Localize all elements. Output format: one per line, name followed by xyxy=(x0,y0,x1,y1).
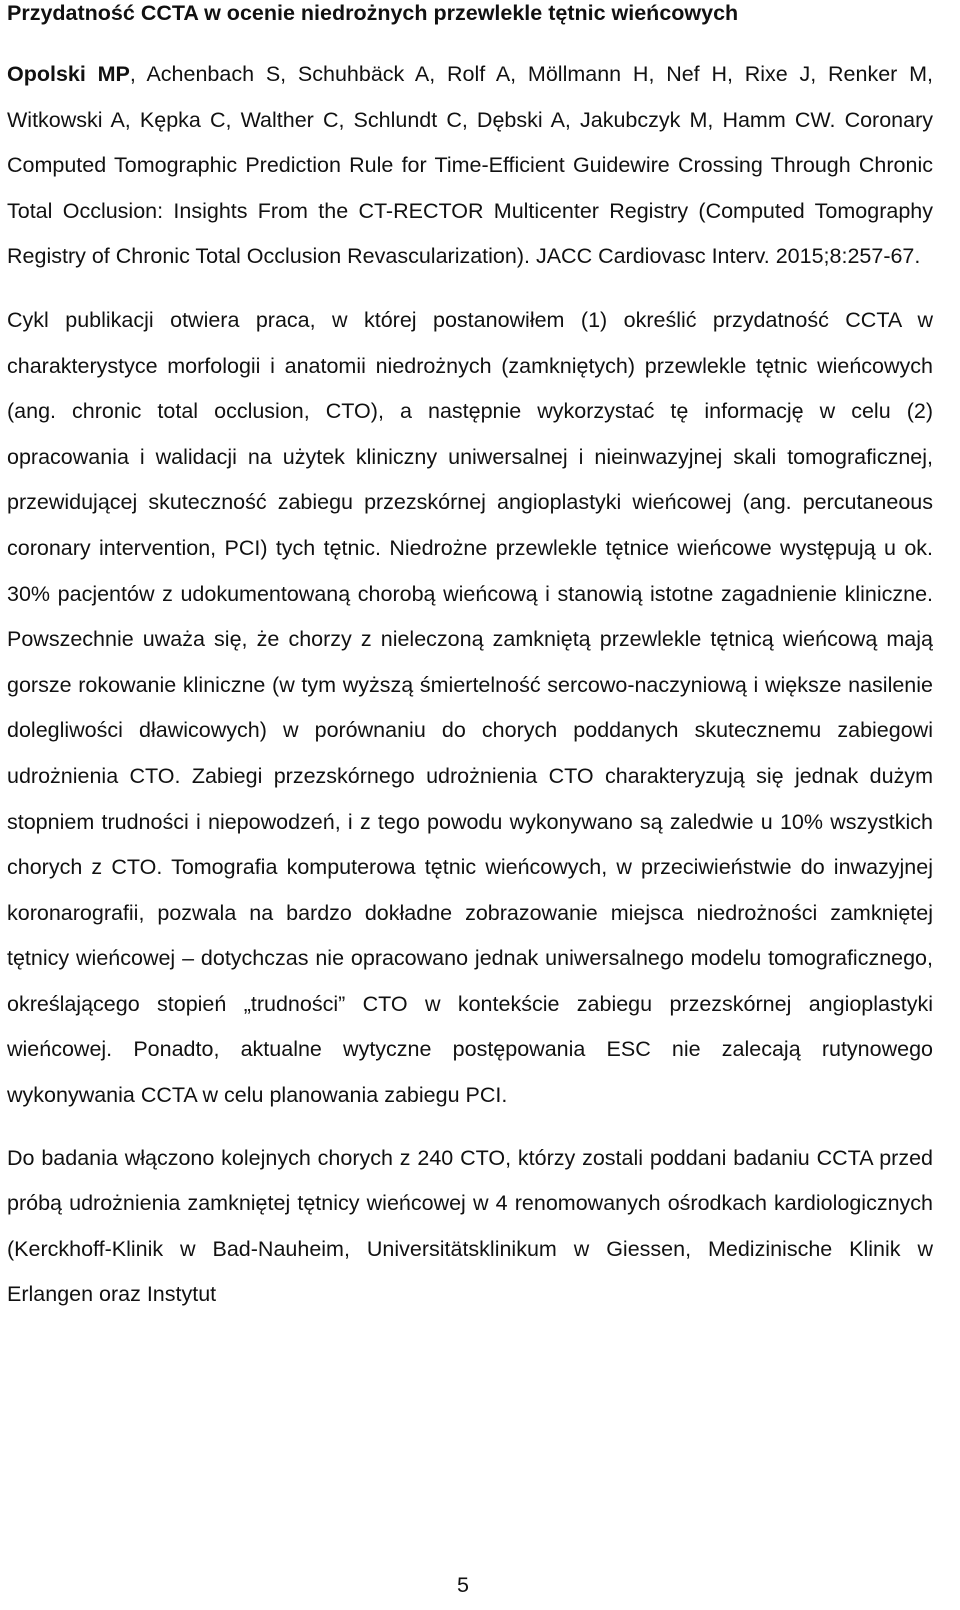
body-paragraph: Cykl publikacji otwiera praca, w której postanowiłem (1) określić przydatność CCTA w charakterystyce morfologii i anatomii niedrożnych (zamkniętych) przewlekle tętnic wieńcowych (ang. chronic total occlusion, CTO), a następnie wykorzystać tę informację w celu (2) opracowania i walidacji na użytek kliniczny uniwersalnej i nieinwazyjnej skali tomograficznej, przewidującej skuteczność zabiegu przezskórnej angioplastyki wieńcowej (ang. percutaneous coronary intervention, PCI) tych tętnic. Niedrożne przewlekle tętnice wieńcowe występują u ok. 30% pacjentów z udokumentowaną chorobą wieńcową i stanowią istotne zagadnienie kliniczne. Powszechnie uważa się, że chorzy z nieleczoną zamkniętą przewlekle tętnicą wieńcową mają gorsze rokowanie kliniczne (w tym wyższą śmiertelność sercowo-naczyniową i większe nasilenie dolegliwości dławicowych) w porównaniu do chorych poddanych skutecznemu zabiegowi udrożnienia CTO. Zabiegi przezskórnego udrożnienia CTO charakteryzują się jednak dużym stopniem trudności i niepowodzeń, i z tego powodu wykonywano są zaledwie u 10% wszystkich chorych z CTO. Tomografia komputerowa tętnic wieńcowych, w przeciwieństwie do inwazyjnej koronarografii, pozwala na bardzo dokładne zobrazowanie miejsca niedrożności zamkniętej tętnicy wieńcowej – dotychczas nie opracowano jednak uniwersalnego modelu tomograficznego, określającego stopień „trudności” CTO w kontekście zabiegu przezskórnej angioplastyki wieńcowej. Ponadto, aktualne wytyczne postępowania ESC nie zalecają rutynowego wykonywania CCTA w celu planowania zabiegu PCI. xyxy=(7,307,933,1108)
citation-lead-author: Opolski MP xyxy=(7,62,130,86)
body-paragraph: Do badania włączono kolejnych chorych z 240 CTO, którzy zostali poddani badaniu CCTA przed próbą udrożnienia zamkniętej tętnicy wieńcowej w 4 renomowanych ośrodkach kardiologicznych (Kerckhoff-Klinik w Bad-Nauheim, Universitätsklinikum w Giessen, Medizinische Klinik w Erlangen oraz Instytut xyxy=(7,1145,933,1307)
section-title: Przydatność CCTA w ocenie niedrożnych przewlekle tętnic wieńcowych xyxy=(7,1,739,25)
page-number: 5 xyxy=(457,1573,469,1597)
citation-text: , Achenbach S, Schuhbäck A, Rolf A, Möllmann H, Nef H, Rixe J, Renker M, Witkowski A, Kępka C, Walther C, Schlundt C, Dębski A, Jakubczyk M, Hamm CW. Coronary Computed Tomographic Prediction Rule for Time-Efficient Guidewire Crossing Through Chronic Total Occlusion: Insights From the CT-RECTOR Multicenter Registry (Computed Tomography Registry of Chronic Total Occlusion Revascularization). JACC Cardiovasc Interv. 2015;8:257-67. xyxy=(7,62,933,269)
document-page xyxy=(7,0,933,1318)
citation xyxy=(7,52,933,280)
